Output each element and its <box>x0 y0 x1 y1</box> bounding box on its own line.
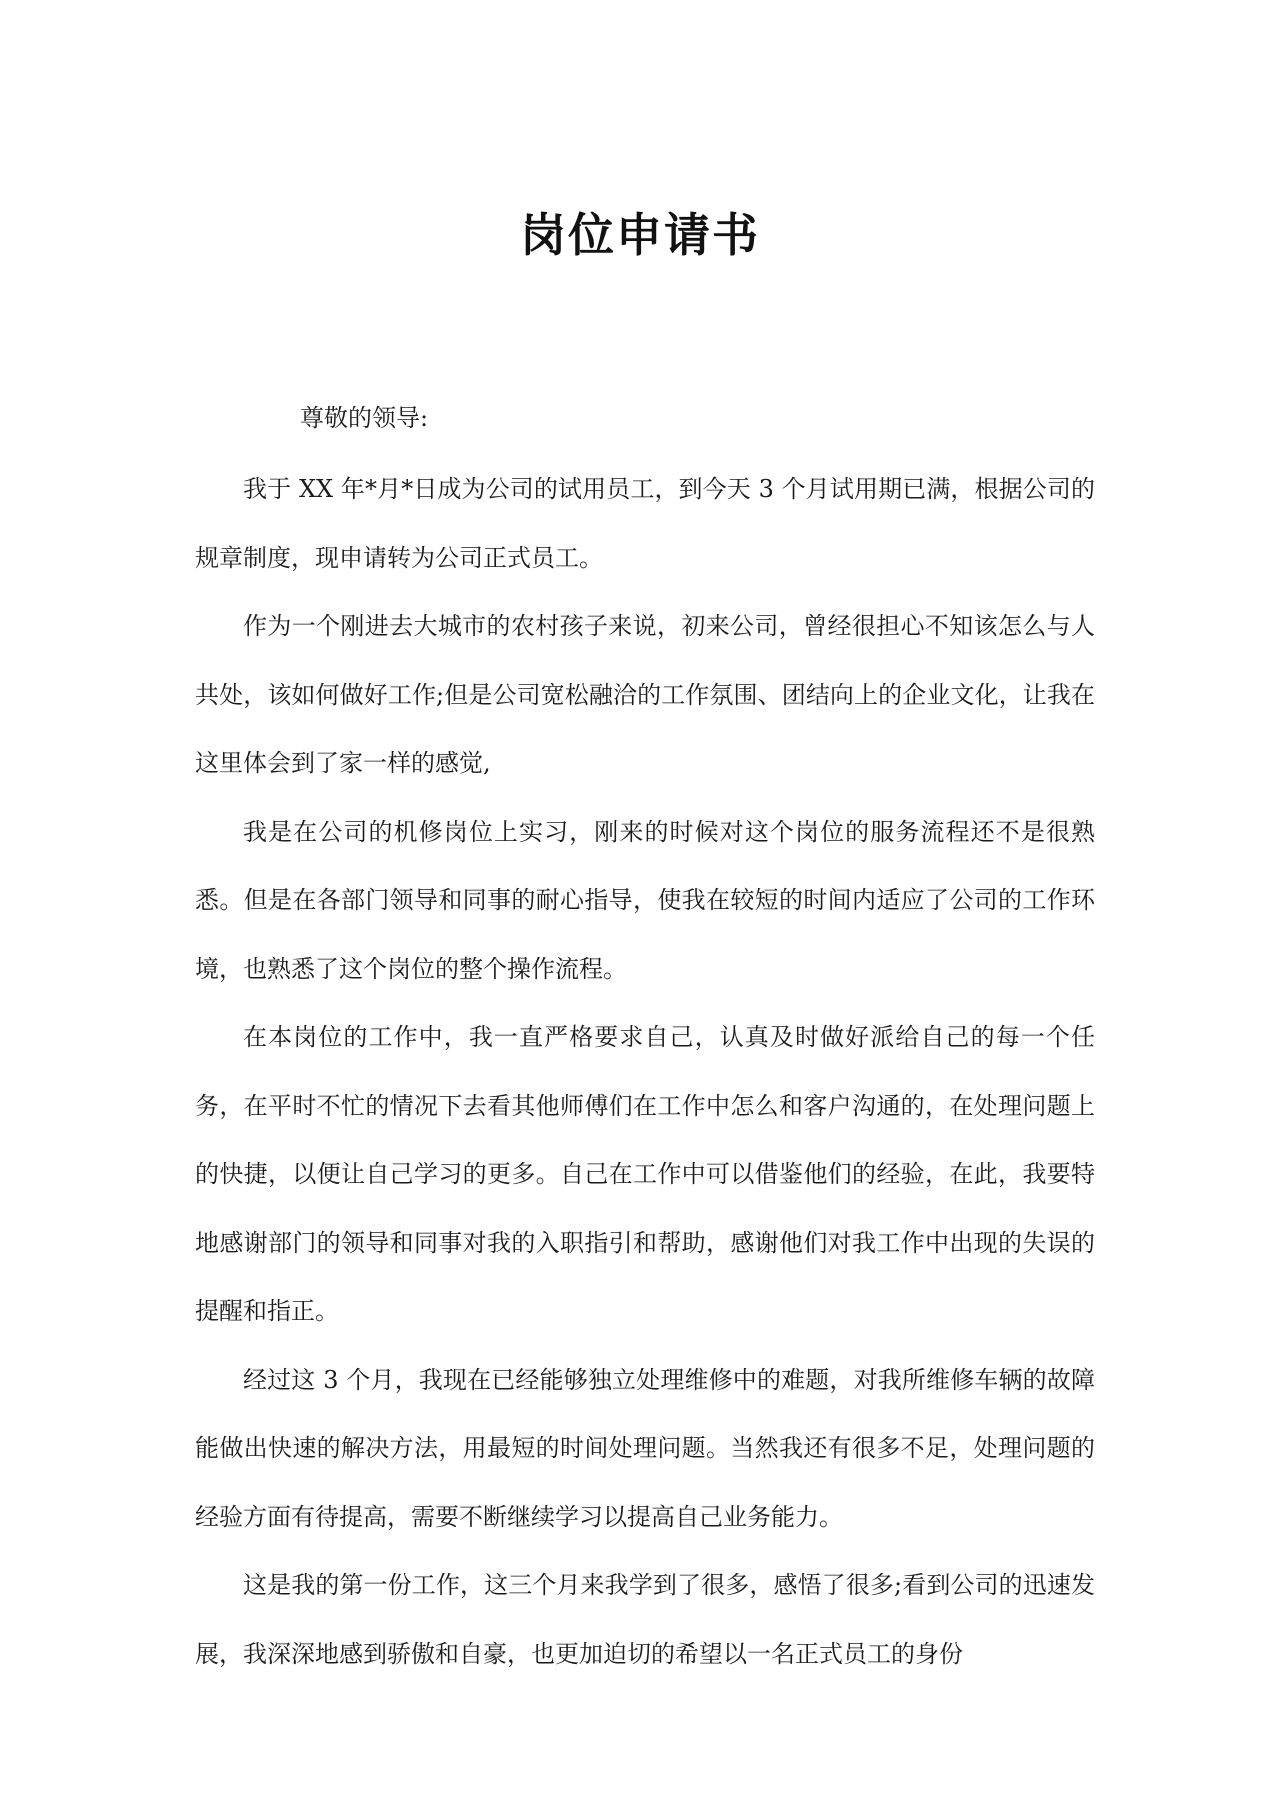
paragraph: 这是我的第一份工作，这三个月来我学到了很多，感悟了很多;看到公司的迅速发展，我深深地感到骄傲和自豪，也更加迫切的希望以一名正式员工的身份 <box>195 1571 1095 1668</box>
document-title: 岗位申请书 <box>520 208 760 262</box>
paragraph: 我是在公司的机修岗位上实习，刚来的时候对这个岗位的服务流程还不是很熟悉。但是在各部门领导和同事的耐心指导，使我在较短的时间内适应了公司的工作环境，也熟悉了这个岗位的整个操作流程。 <box>195 817 1095 983</box>
paragraph: 在本岗位的工作中，我一直严格要求自己，认真及时做好派给自己的每一个任务，在平时不忙的情况下去看其他师傅们在工作中怎么和客户沟通的，在处理问题上的快捷，以便让自己学习的更多。自己在工作中可以借鉴他们的经验，在此，我要特地感谢部门的领导和同事对我的入职指引和帮助，感谢他们对我工作中出现的失误的提醒和指正。 <box>195 1023 1095 1325</box>
salutation: 尊敬的领导: <box>300 404 429 432</box>
paragraph: 经过这 3 个月，我现在已经能够独立处理维修中的难题，对我所维修车辆的故障能做出快速的解决方法，用最短的时间处理问题。当然我还有很多不足，处理问题的经验方面有待提高，需要不断继续学习以提高自己业务能力。 <box>195 1365 1095 1531</box>
paragraph: 我于 XX 年*月*日成为公司的试用员工，到今天 3 个月试用期已满，根据公司的规章制度，现申请转为公司正式员工。 <box>195 475 1095 572</box>
document-body <box>195 455 1095 1688</box>
paragraph: 作为一个刚进去大城市的农村孩子来说，初来公司，曾经很担心不知该怎么与人共处，该如何做好工作;但是公司宽松融洽的工作氛围、团结向上的企业文化，让我在这里体会到了家一样的感觉, <box>195 612 1095 777</box>
